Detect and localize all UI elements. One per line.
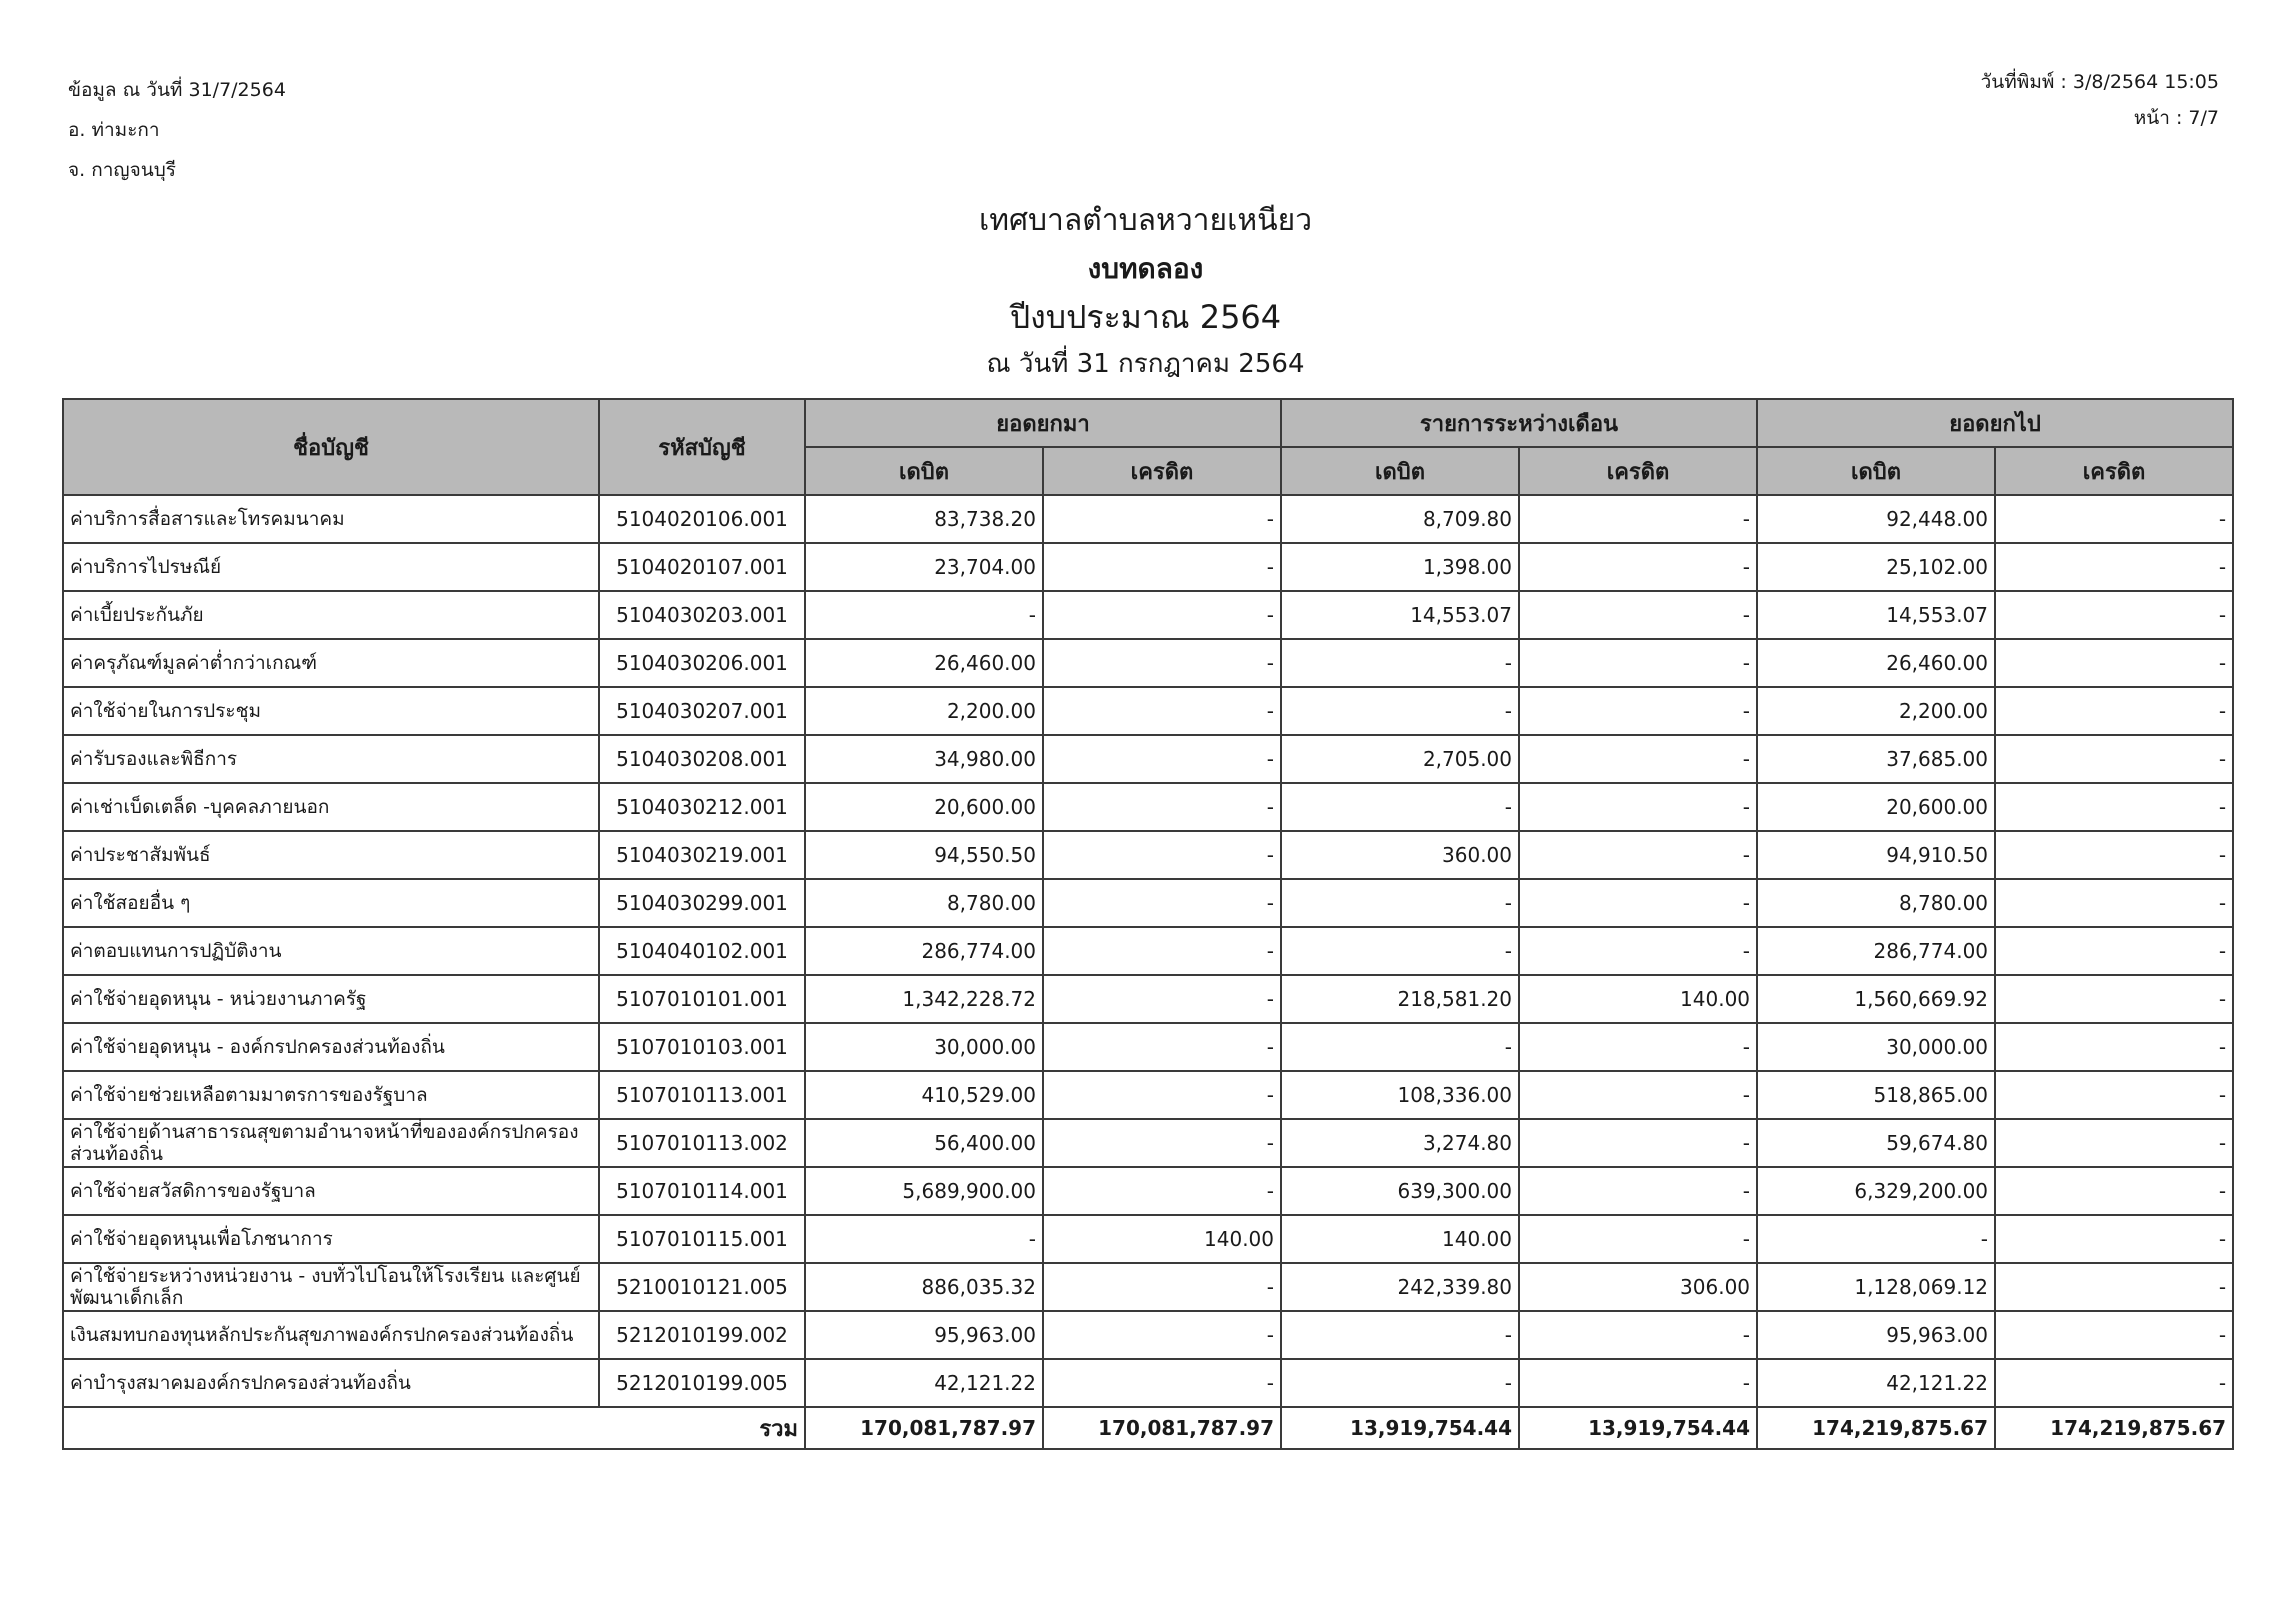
month-debit-cell: -: [1281, 927, 1519, 975]
account-code-cell: 5104030208.001: [599, 735, 805, 783]
table-row: [63, 1359, 2233, 1407]
header-month-credit: เครดิต: [1519, 447, 1757, 495]
cf-credit-cell: -: [1995, 735, 2233, 783]
bf-debit-cell: 8,780.00: [805, 879, 1043, 927]
table-row: [63, 831, 2233, 879]
account-code-cell: 5104040102.001: [599, 927, 805, 975]
bf-credit-cell: -: [1043, 1071, 1281, 1119]
month-credit-cell: -: [1519, 639, 1757, 687]
month-credit-cell: -: [1519, 831, 1757, 879]
month-debit-cell: 242,339.80: [1281, 1263, 1519, 1311]
cf-credit-cell: -: [1995, 975, 2233, 1023]
table-row: [63, 1167, 2233, 1215]
data-date: ข้อมูล ณ วันที่ 31/7/2564: [68, 79, 286, 101]
total-month-credit-cell: 13,919,754.44: [1519, 1407, 1757, 1449]
account-code-cell: 5107010103.001: [599, 1023, 805, 1071]
cf-credit-cell: -: [1995, 831, 2233, 879]
month-credit-cell: -: [1519, 735, 1757, 783]
cf-credit-cell: -: [1995, 495, 2233, 543]
table-row: [63, 639, 2233, 687]
account-code-cell: 5104030299.001: [599, 879, 805, 927]
bf-credit-cell: -: [1043, 687, 1281, 735]
header-cf-credit: เครดิต: [1995, 447, 2233, 495]
table-row: [63, 1071, 2233, 1119]
cf-debit-cell: 1,560,669.92: [1757, 975, 1995, 1023]
account-code-cell: 5107010113.002: [599, 1119, 805, 1167]
bf-debit-cell: -: [805, 591, 1043, 639]
cf-credit-cell: -: [1995, 1023, 2233, 1071]
report-titles: [0, 196, 2291, 386]
bf-credit-cell: -: [1043, 735, 1281, 783]
total-cf-credit-cell: 174,219,875.67: [1995, 1407, 2233, 1449]
bf-debit-cell: -: [805, 1215, 1043, 1263]
bf-debit-cell: 83,738.20: [805, 495, 1043, 543]
bf-credit-cell: 140.00: [1043, 1215, 1281, 1263]
bf-credit-cell: -: [1043, 1263, 1281, 1311]
cf-credit-cell: -: [1995, 927, 2233, 975]
account-code-cell: 5104030219.001: [599, 831, 805, 879]
cf-debit-cell: 42,121.22: [1757, 1359, 1995, 1407]
cf-credit-cell: -: [1995, 1167, 2233, 1215]
header-brought-forward: ยอดยกมา: [805, 399, 1281, 447]
account-name-cell: ค่าใช้จ่ายระหว่างหน่วยงาน - งบทั่วไปโอนให้โรงเรียน และศูนย์พัฒนาเด็กเล็ก: [63, 1263, 599, 1311]
account-code-cell: 5210010121.005: [599, 1263, 805, 1311]
cf-credit-cell: -: [1995, 687, 2233, 735]
fiscal-year: ปีงบประมาณ 2564: [1009, 298, 1282, 336]
table-row: [63, 1023, 2233, 1071]
total-bf-credit-cell: 170,081,787.97: [1043, 1407, 1281, 1449]
organization-title: เทศบาลตำบลหวายเหนียว: [978, 203, 1313, 238]
account-name-cell: ค่าใช้จ่ายอุดหนุน - หน่วยงานภาครัฐ: [63, 975, 599, 1023]
total-row: [63, 1407, 2233, 1449]
bf-credit-cell: -: [1043, 1311, 1281, 1359]
month-credit-cell: -: [1519, 543, 1757, 591]
bf-debit-cell: 95,963.00: [805, 1311, 1043, 1359]
cf-debit-cell: 26,460.00: [1757, 639, 1995, 687]
month-debit-cell: -: [1281, 687, 1519, 735]
month-debit-cell: 2,705.00: [1281, 735, 1519, 783]
month-credit-cell: -: [1519, 1023, 1757, 1071]
account-name-cell: ค่าใช้จ่ายในการประชุม: [63, 687, 599, 735]
header-month-debit: เดบิต: [1281, 447, 1519, 495]
month-debit-cell: -: [1281, 879, 1519, 927]
month-debit-cell: 108,336.00: [1281, 1071, 1519, 1119]
table-row: [63, 879, 2233, 927]
month-debit-cell: 140.00: [1281, 1215, 1519, 1263]
header-account-code: รหัสบัญชี: [599, 399, 805, 495]
account-name-cell: ค่าตอบแทนการปฏิบัติงาน: [63, 927, 599, 975]
account-name-cell: ค่าใช้จ่ายอุดหนุน - องค์กรปกครองส่วนท้องถิ่น: [63, 1023, 599, 1071]
month-credit-cell: -: [1519, 1311, 1757, 1359]
account-code-cell: 5104020106.001: [599, 495, 805, 543]
table-row: [63, 1119, 2233, 1167]
month-debit-cell: 8,709.80: [1281, 495, 1519, 543]
district: อ. ท่ามะกา: [68, 119, 160, 141]
account-name-cell: ค่าครุภัณฑ์มูลค่าต่ำกว่าเกณฑ์: [63, 639, 599, 687]
cf-debit-cell: -: [1757, 1215, 1995, 1263]
province: จ. กาญจนบุรี: [68, 159, 176, 181]
trial-balance-table: [62, 398, 2234, 1450]
bf-debit-cell: 94,550.50: [805, 831, 1043, 879]
month-credit-cell: -: [1519, 879, 1757, 927]
account-name-cell: ค่าบริการสื่อสารและโทรคมนาคม: [63, 495, 599, 543]
month-debit-cell: 639,300.00: [1281, 1167, 1519, 1215]
month-credit-cell: -: [1519, 1119, 1757, 1167]
account-code-cell: 5104030207.001: [599, 687, 805, 735]
bf-credit-cell: -: [1043, 1023, 1281, 1071]
month-credit-cell: 140.00: [1519, 975, 1757, 1023]
bf-credit-cell: -: [1043, 1359, 1281, 1407]
bf-debit-cell: 410,529.00: [805, 1071, 1043, 1119]
cf-credit-cell: -: [1995, 543, 2233, 591]
account-name-cell: เงินสมทบกองทุนหลักประกันสุขภาพองค์กรปกครองส่วนท้องถิ่น: [63, 1311, 599, 1359]
account-name-cell: ค่าใช้จ่ายด้านสาธารณสุขตามอำนาจหน้าที่ขององค์กรปกครองส่วนท้องถิ่น: [63, 1119, 599, 1167]
header-cf-debit: เดบิต: [1757, 447, 1995, 495]
cf-debit-cell: 2,200.00: [1757, 687, 1995, 735]
cf-debit-cell: 1,128,069.12: [1757, 1263, 1995, 1311]
cf-debit-cell: 37,685.00: [1757, 735, 1995, 783]
table-row: [63, 687, 2233, 735]
month-debit-cell: -: [1281, 783, 1519, 831]
month-credit-cell: -: [1519, 927, 1757, 975]
bf-credit-cell: -: [1043, 783, 1281, 831]
cf-credit-cell: -: [1995, 591, 2233, 639]
account-name-cell: ค่าบำรุงสมาคมองค์กรปกครองส่วนท้องถิ่น: [63, 1359, 599, 1407]
month-credit-cell: -: [1519, 591, 1757, 639]
month-credit-cell: -: [1519, 1215, 1757, 1263]
table-row: [63, 1263, 2233, 1311]
cf-debit-cell: 92,448.00: [1757, 495, 1995, 543]
cf-debit-cell: 30,000.00: [1757, 1023, 1995, 1071]
cf-debit-cell: 6,329,200.00: [1757, 1167, 1995, 1215]
account-code-cell: 5212010199.002: [599, 1311, 805, 1359]
month-debit-cell: -: [1281, 1023, 1519, 1071]
cf-debit-cell: 95,963.00: [1757, 1311, 1995, 1359]
bf-credit-cell: -: [1043, 543, 1281, 591]
table-row: [63, 1215, 2233, 1263]
bf-credit-cell: -: [1043, 639, 1281, 687]
month-debit-cell: 14,553.07: [1281, 591, 1519, 639]
cf-credit-cell: -: [1995, 1071, 2233, 1119]
bf-debit-cell: 30,000.00: [805, 1023, 1043, 1071]
month-debit-cell: 360.00: [1281, 831, 1519, 879]
month-credit-cell: -: [1519, 687, 1757, 735]
bf-debit-cell: 42,121.22: [805, 1359, 1043, 1407]
bf-debit-cell: 56,400.00: [805, 1119, 1043, 1167]
month-debit-cell: -: [1281, 1311, 1519, 1359]
table-row: [63, 1311, 2233, 1359]
report-info-right: [1981, 64, 2219, 136]
header-during-month: รายการระหว่างเดือน: [1281, 399, 1757, 447]
account-code-cell: 5107010115.001: [599, 1215, 805, 1263]
cf-credit-cell: -: [1995, 879, 2233, 927]
month-debit-cell: -: [1281, 639, 1519, 687]
total-label: รวม: [63, 1407, 805, 1449]
account-name-cell: ค่าบริการไปรษณีย์: [63, 543, 599, 591]
total-cf-debit-cell: 174,219,875.67: [1757, 1407, 1995, 1449]
account-name-cell: ค่าใช้สอยอื่น ๆ: [63, 879, 599, 927]
page-number: หน้า : 7/7: [2133, 107, 2219, 129]
account-code-cell: 5104030206.001: [599, 639, 805, 687]
header-bf-debit: เดบิต: [805, 447, 1043, 495]
bf-credit-cell: -: [1043, 975, 1281, 1023]
bf-debit-cell: 286,774.00: [805, 927, 1043, 975]
table-row: [63, 783, 2233, 831]
account-name-cell: ค่าใช้จ่ายอุดหนุนเพื่อโภชนาการ: [63, 1215, 599, 1263]
cf-credit-cell: -: [1995, 1215, 2233, 1263]
cf-credit-cell: -: [1995, 639, 2233, 687]
cf-credit-cell: -: [1995, 1263, 2233, 1311]
bf-debit-cell: 2,200.00: [805, 687, 1043, 735]
bf-credit-cell: -: [1043, 879, 1281, 927]
cf-debit-cell: 59,674.80: [1757, 1119, 1995, 1167]
print-date: วันที่พิมพ์ : 3/8/2564 15:05: [1980, 71, 2219, 93]
month-credit-cell: 306.00: [1519, 1263, 1757, 1311]
month-debit-cell: 1,398.00: [1281, 543, 1519, 591]
cf-debit-cell: 94,910.50: [1757, 831, 1995, 879]
month-debit-cell: 218,581.20: [1281, 975, 1519, 1023]
account-name-cell: ค่ารับรองและพิธีการ: [63, 735, 599, 783]
month-credit-cell: -: [1519, 1359, 1757, 1407]
account-name-cell: ค่าใช้จ่ายสวัสดิการของรัฐบาล: [63, 1167, 599, 1215]
cf-credit-cell: -: [1995, 783, 2233, 831]
month-credit-cell: -: [1519, 495, 1757, 543]
bf-debit-cell: 26,460.00: [805, 639, 1043, 687]
account-code-cell: 5107010114.001: [599, 1167, 805, 1215]
bf-credit-cell: -: [1043, 1167, 1281, 1215]
account-code-cell: 5212010199.005: [599, 1359, 805, 1407]
total-month-debit-cell: 13,919,754.44: [1281, 1407, 1519, 1449]
as-of-date: ณ วันที่ 31 กรกฎาคม 2564: [986, 349, 1305, 379]
account-name-cell: ค่าใช้จ่ายช่วยเหลือตามมาตรการของรัฐบาล: [63, 1071, 599, 1119]
account-code-cell: 5104020107.001: [599, 543, 805, 591]
cf-debit-cell: 25,102.00: [1757, 543, 1995, 591]
cf-debit-cell: 8,780.00: [1757, 879, 1995, 927]
cf-debit-cell: 286,774.00: [1757, 927, 1995, 975]
bf-debit-cell: 5,689,900.00: [805, 1167, 1043, 1215]
table-row: [63, 927, 2233, 975]
table-row: [63, 735, 2233, 783]
bf-debit-cell: 20,600.00: [805, 783, 1043, 831]
header-carried-forward: ยอดยกไป: [1757, 399, 2233, 447]
cf-debit-cell: 20,600.00: [1757, 783, 1995, 831]
month-credit-cell: -: [1519, 783, 1757, 831]
account-name-cell: ค่าประชาสัมพันธ์: [63, 831, 599, 879]
table-row: [63, 975, 2233, 1023]
report-title: งบทดลอง: [1087, 252, 1204, 285]
table-row: [63, 543, 2233, 591]
bf-credit-cell: -: [1043, 1119, 1281, 1167]
cf-debit-cell: 518,865.00: [1757, 1071, 1995, 1119]
account-code-cell: 5104030203.001: [599, 591, 805, 639]
cf-credit-cell: -: [1995, 1311, 2233, 1359]
table-row: [63, 495, 2233, 543]
bf-credit-cell: -: [1043, 831, 1281, 879]
month-debit-cell: 3,274.80: [1281, 1119, 1519, 1167]
bf-debit-cell: 1,342,228.72: [805, 975, 1043, 1023]
cf-credit-cell: -: [1995, 1119, 2233, 1167]
bf-credit-cell: -: [1043, 495, 1281, 543]
table-body: [63, 495, 2233, 1449]
month-debit-cell: -: [1281, 1359, 1519, 1407]
bf-debit-cell: 34,980.00: [805, 735, 1043, 783]
account-code-cell: 5107010113.001: [599, 1071, 805, 1119]
month-credit-cell: -: [1519, 1167, 1757, 1215]
report-info-left: [68, 70, 286, 190]
total-bf-debit-cell: 170,081,787.97: [805, 1407, 1043, 1449]
account-name-cell: ค่าเบี้ยประกันภัย: [63, 591, 599, 639]
account-name-cell: ค่าเช่าเบ็ดเตล็ด -บุคคลภายนอก: [63, 783, 599, 831]
month-credit-cell: -: [1519, 1071, 1757, 1119]
account-code-cell: 5104030212.001: [599, 783, 805, 831]
bf-credit-cell: -: [1043, 591, 1281, 639]
bf-credit-cell: -: [1043, 927, 1281, 975]
bf-debit-cell: 23,704.00: [805, 543, 1043, 591]
header-account-name: ชื่อบัญชี: [63, 399, 599, 495]
table-row: [63, 591, 2233, 639]
cf-credit-cell: -: [1995, 1359, 2233, 1407]
header-bf-credit: เครดิต: [1043, 447, 1281, 495]
bf-debit-cell: 886,035.32: [805, 1263, 1043, 1311]
cf-debit-cell: 14,553.07: [1757, 591, 1995, 639]
account-code-cell: 5107010101.001: [599, 975, 805, 1023]
